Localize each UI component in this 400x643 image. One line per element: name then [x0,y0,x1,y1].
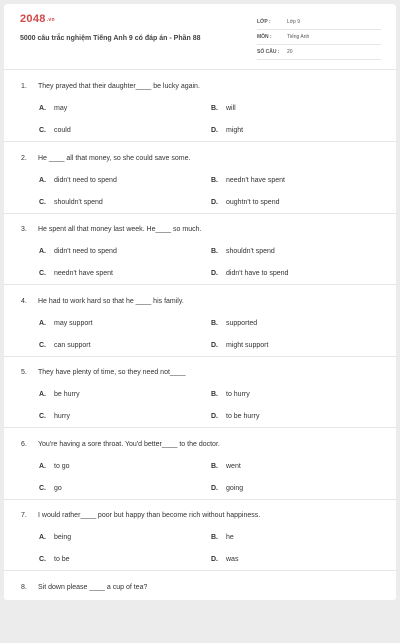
option-text: needn't have spent [226,176,285,184]
worksheet-header [4,4,396,70]
option-letter: A. [39,534,46,541]
answer-option-a[interactable] [39,177,117,184]
option-letter: B. [211,248,218,255]
question-number: 3. [21,226,27,233]
option-text: didn't have to spend [226,270,289,277]
option-letter: B. [211,462,218,470]
option-letter: C. [39,341,46,349]
option-text: didn't need to spend [54,176,117,184]
answer-option-d[interactable] [211,270,288,277]
option-text: can support [54,341,91,349]
option-text: hurry [54,413,70,420]
answer-option-c[interactable] [39,556,70,563]
option-text: may support [54,319,93,327]
meta-question-count [257,46,381,60]
question-number: 8. [21,583,27,591]
question-stem [21,83,200,90]
question-text: They have plenty of time, so they need not____ [38,369,186,376]
question-6 [4,429,396,500]
option-letter: D. [211,270,218,277]
answer-option-a[interactable] [39,248,117,255]
answer-option-d[interactable] [211,127,243,134]
question-7 [4,500,396,571]
answer-option-d[interactable] [211,342,268,349]
question-text: He had to work hard so that he ____ his family. [38,297,184,305]
answer-option-b[interactable] [211,391,250,398]
answer-option-a[interactable] [39,105,67,112]
option-text: didn't need to spend [54,248,117,255]
option-text: was [226,556,239,563]
answer-option-b[interactable] [211,177,285,184]
question-number: 4. [21,297,27,305]
answer-option-c[interactable] [39,342,91,349]
option-letter: A. [39,248,46,255]
option-text: he [226,534,234,541]
option-letter: B. [211,534,218,541]
answer-option-b[interactable] [211,248,275,255]
question-number: 5. [21,369,27,376]
answer-option-b[interactable] [211,320,257,327]
question-stem [21,298,184,305]
question-5 [4,357,396,428]
answer-option-a[interactable] [39,391,80,398]
site-logo[interactable]: $2048^{.vn}$ [20,13,55,25]
answer-option-a[interactable] [39,320,93,327]
question-stem [21,441,220,448]
option-text: shouldn't spend [226,248,275,255]
option-letter: B. [211,391,218,398]
option-letter: A. [39,319,46,327]
option-text: go [54,484,62,492]
question-number: 7. [21,512,27,519]
answer-option-a[interactable] [39,534,71,541]
option-letter: C. [39,198,46,206]
question-stem [21,155,190,162]
option-letter: B. [211,319,218,327]
option-letter: D. [211,198,218,206]
answer-option-b[interactable] [211,463,241,470]
question-number: 6. [21,440,27,448]
option-text: needn't have spent [54,270,113,277]
answer-option-d[interactable] [211,413,259,420]
option-letter: A. [39,176,46,184]
option-text: shouldn't spend [54,198,103,206]
option-letter: A. [39,391,46,398]
answer-option-d[interactable] [211,556,238,563]
answer-option-a[interactable] [39,463,70,470]
question-text: He spent all that money last week. He____ so much. [38,226,202,233]
question-text: They prayed that their daughter____ be lucky again. [38,83,200,90]
option-letter: D. [211,484,218,492]
option-letter: A. [39,105,46,112]
answer-option-c[interactable] [39,199,103,206]
option-text: to go [54,462,70,470]
answer-option-c[interactable] [39,485,62,492]
meta-count-value: 20 [287,49,293,55]
answer-option-c[interactable] [39,127,71,134]
meta-count-label: SỐ CÂU : [257,49,280,55]
option-letter: B. [211,105,218,112]
question-stem [21,226,201,233]
question-text: You're having a sore throat. You'd better____ to the doctor. [38,440,220,448]
question-text: Sit down please ____ a cup of tea? [38,583,148,591]
question-stem [21,512,260,519]
worksheet-page [4,4,396,600]
question-text: I would rather____ poor but happy than become rich without happiness. [38,512,261,519]
option-text: will [226,105,236,112]
answer-option-b[interactable] [211,534,234,541]
option-text: could [54,127,71,134]
answer-option-d[interactable] [211,485,243,492]
meta-grade-value: Lớp 9 [287,19,301,25]
question-1 [4,71,396,142]
meta-grade-label: LỚP : [257,19,271,25]
question-number: 1. [21,83,27,90]
question-8 [4,572,396,643]
option-letter: D. [211,556,218,563]
option-letter: A. [39,462,46,470]
option-text: be hurry [54,391,80,398]
option-letter: C. [39,127,46,134]
question-stem [21,369,186,376]
option-letter: C. [39,556,46,563]
question-text: He ____ all that money, so she could save some. [38,154,191,162]
question-stem [21,584,147,591]
question-number: 2. [21,154,27,162]
answer-option-c[interactable] [39,270,113,277]
option-letter: B. [211,176,218,184]
option-letter: D. [211,413,218,420]
option-text: oughtn't to spend [226,198,280,206]
option-text: might [226,127,244,134]
option-letter: C. [39,413,46,420]
option-text: being [54,534,72,541]
question-3 [4,214,396,285]
option-letter: D. [211,341,218,349]
option-text: may [54,105,68,112]
option-text: to be [54,556,70,563]
option-text: went [226,462,241,470]
meta-subject [257,31,381,45]
option-letter: D. [211,127,218,134]
question-2 [4,143,396,214]
option-text: supported [226,319,258,327]
answer-option-d[interactable] [211,199,280,206]
option-letter: C. [39,270,46,277]
option-letter: C. [39,484,46,492]
option-text: to hurry [226,391,250,398]
option-text: might support [226,341,269,349]
option-text: to be hurry [226,413,260,420]
question-4 [4,286,396,357]
answer-option-b[interactable] [211,105,236,112]
document-title: 5000 câu trắc nghiệm Tiếng Anh 9 có đáp án - Phần 88 [20,35,201,42]
meta-subject-label: MÔN : [257,34,272,40]
answer-option-c[interactable] [39,413,70,420]
meta-subject-value: Tiếng Anh [287,34,310,40]
option-text: going [226,484,244,492]
meta-grade [257,16,381,30]
